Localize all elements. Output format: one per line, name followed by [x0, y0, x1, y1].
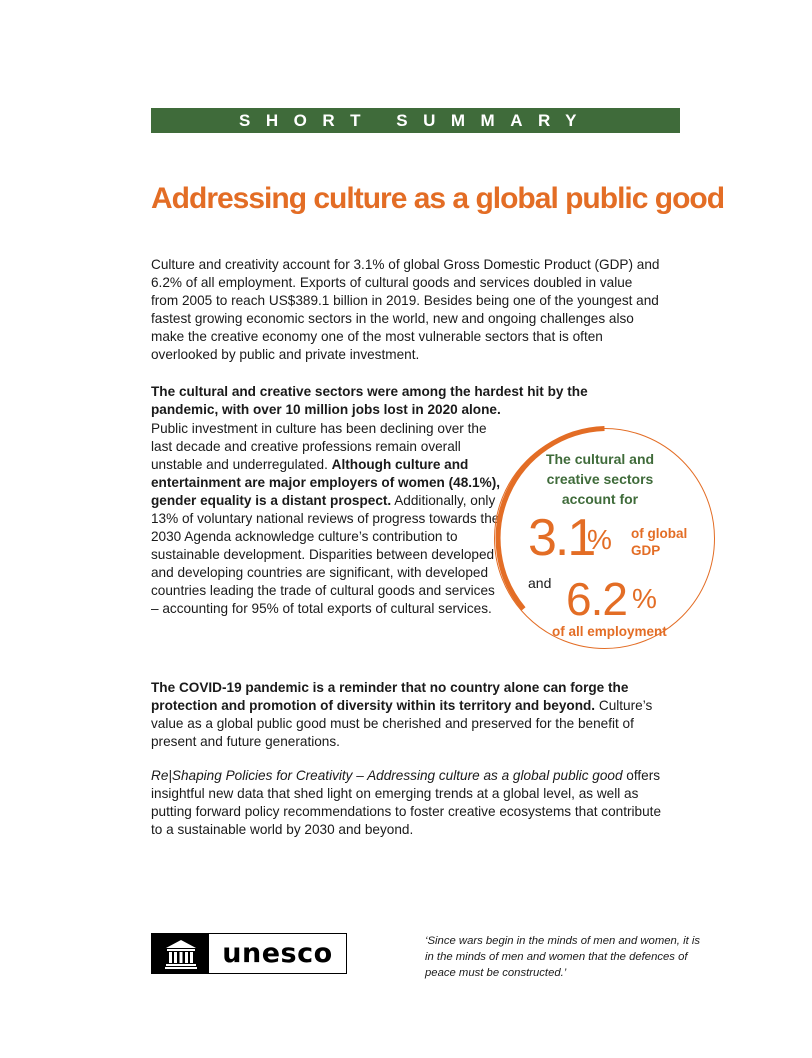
report-title: Re|Shaping Policies for Creativity – Addressing culture as a global public good: [151, 768, 623, 783]
gdp-label: of global GDP: [631, 526, 688, 558]
gdp-value: 3.1: [528, 509, 595, 567]
covid-paragraph: [151, 679, 671, 751]
covid-text: Culture’s value as a global public good must be cherished and preserved for the benefit of present and future generations.: [151, 698, 653, 749]
unesco-wordmark: unesco: [222, 938, 333, 969]
employment-value: 6.2: [566, 573, 627, 625]
covid-lead: The COVID-19 pandemic is a reminder that no country alone can forge the protection and promotion of diversity within its territory and beyond.: [151, 680, 629, 713]
intro-paragraph: Culture and creativity account for 3.1% of global Gross Domestic Product (GDP) and 6.2% of all employment. Exports of cultural goods and services doubled in value from 2005 to reach US$389.1 billion in 2019. Besides being one of the youngest and fastest growing economic sectors in the world, new and ongoing challenges also make the creative economy one of the most vulnerable sectors that is often overlooked by public and private investment.: [151, 257, 660, 362]
employment-percent-sign: %: [632, 583, 657, 614]
disparities-text: Additionally, only 13% of voluntary national reviews of progress towards the 2030 Agenda acknowledge culture’s contribution to sustainable development. Disparities between developed and developing countries are significant, with developed countries leading the trade of cultural goods and services – accounting for 95% of total exports of cultural services.: [151, 493, 500, 616]
employment-label: of all employment: [552, 624, 667, 639]
gender-statement: Although culture and entertainment are major employers of women (48.1%), gender equality is a distant prospect.: [151, 457, 501, 508]
gdp-percent-sign: %: [587, 524, 612, 555]
constitution-quote: ‘Since wars begin in the minds of men and women, it is in the minds of men and women that the defences of peace must be constructed.’: [425, 935, 701, 979]
pandemic-lead: The cultural and creative sectors were among the hardest hit by the pandemic, with over 10 million jobs lost in 2020 alone.: [151, 384, 588, 417]
callout-and: and: [528, 575, 552, 591]
unesco-temple-icon: [152, 934, 209, 973]
report-paragraph: [151, 767, 661, 839]
unesco-logo: [151, 933, 347, 974]
section-banner: SHORT SUMMARY: [151, 108, 680, 133]
report-text: offers insightful new data that shed light on emerging trends at a global level, as well as putting forward policy recommendations to foster creative ecosystems that contribute to a sustainable world by 2030 and beyond.: [151, 768, 662, 837]
page-title: Addressing culture as a global public good: [151, 182, 725, 215]
callout-heading: The cultural and creative sectors account for: [545, 451, 655, 507]
investment-text: Public investment in culture has been declining over the last decade and creative professions remain overall unstable and underregulated.: [151, 421, 487, 472]
